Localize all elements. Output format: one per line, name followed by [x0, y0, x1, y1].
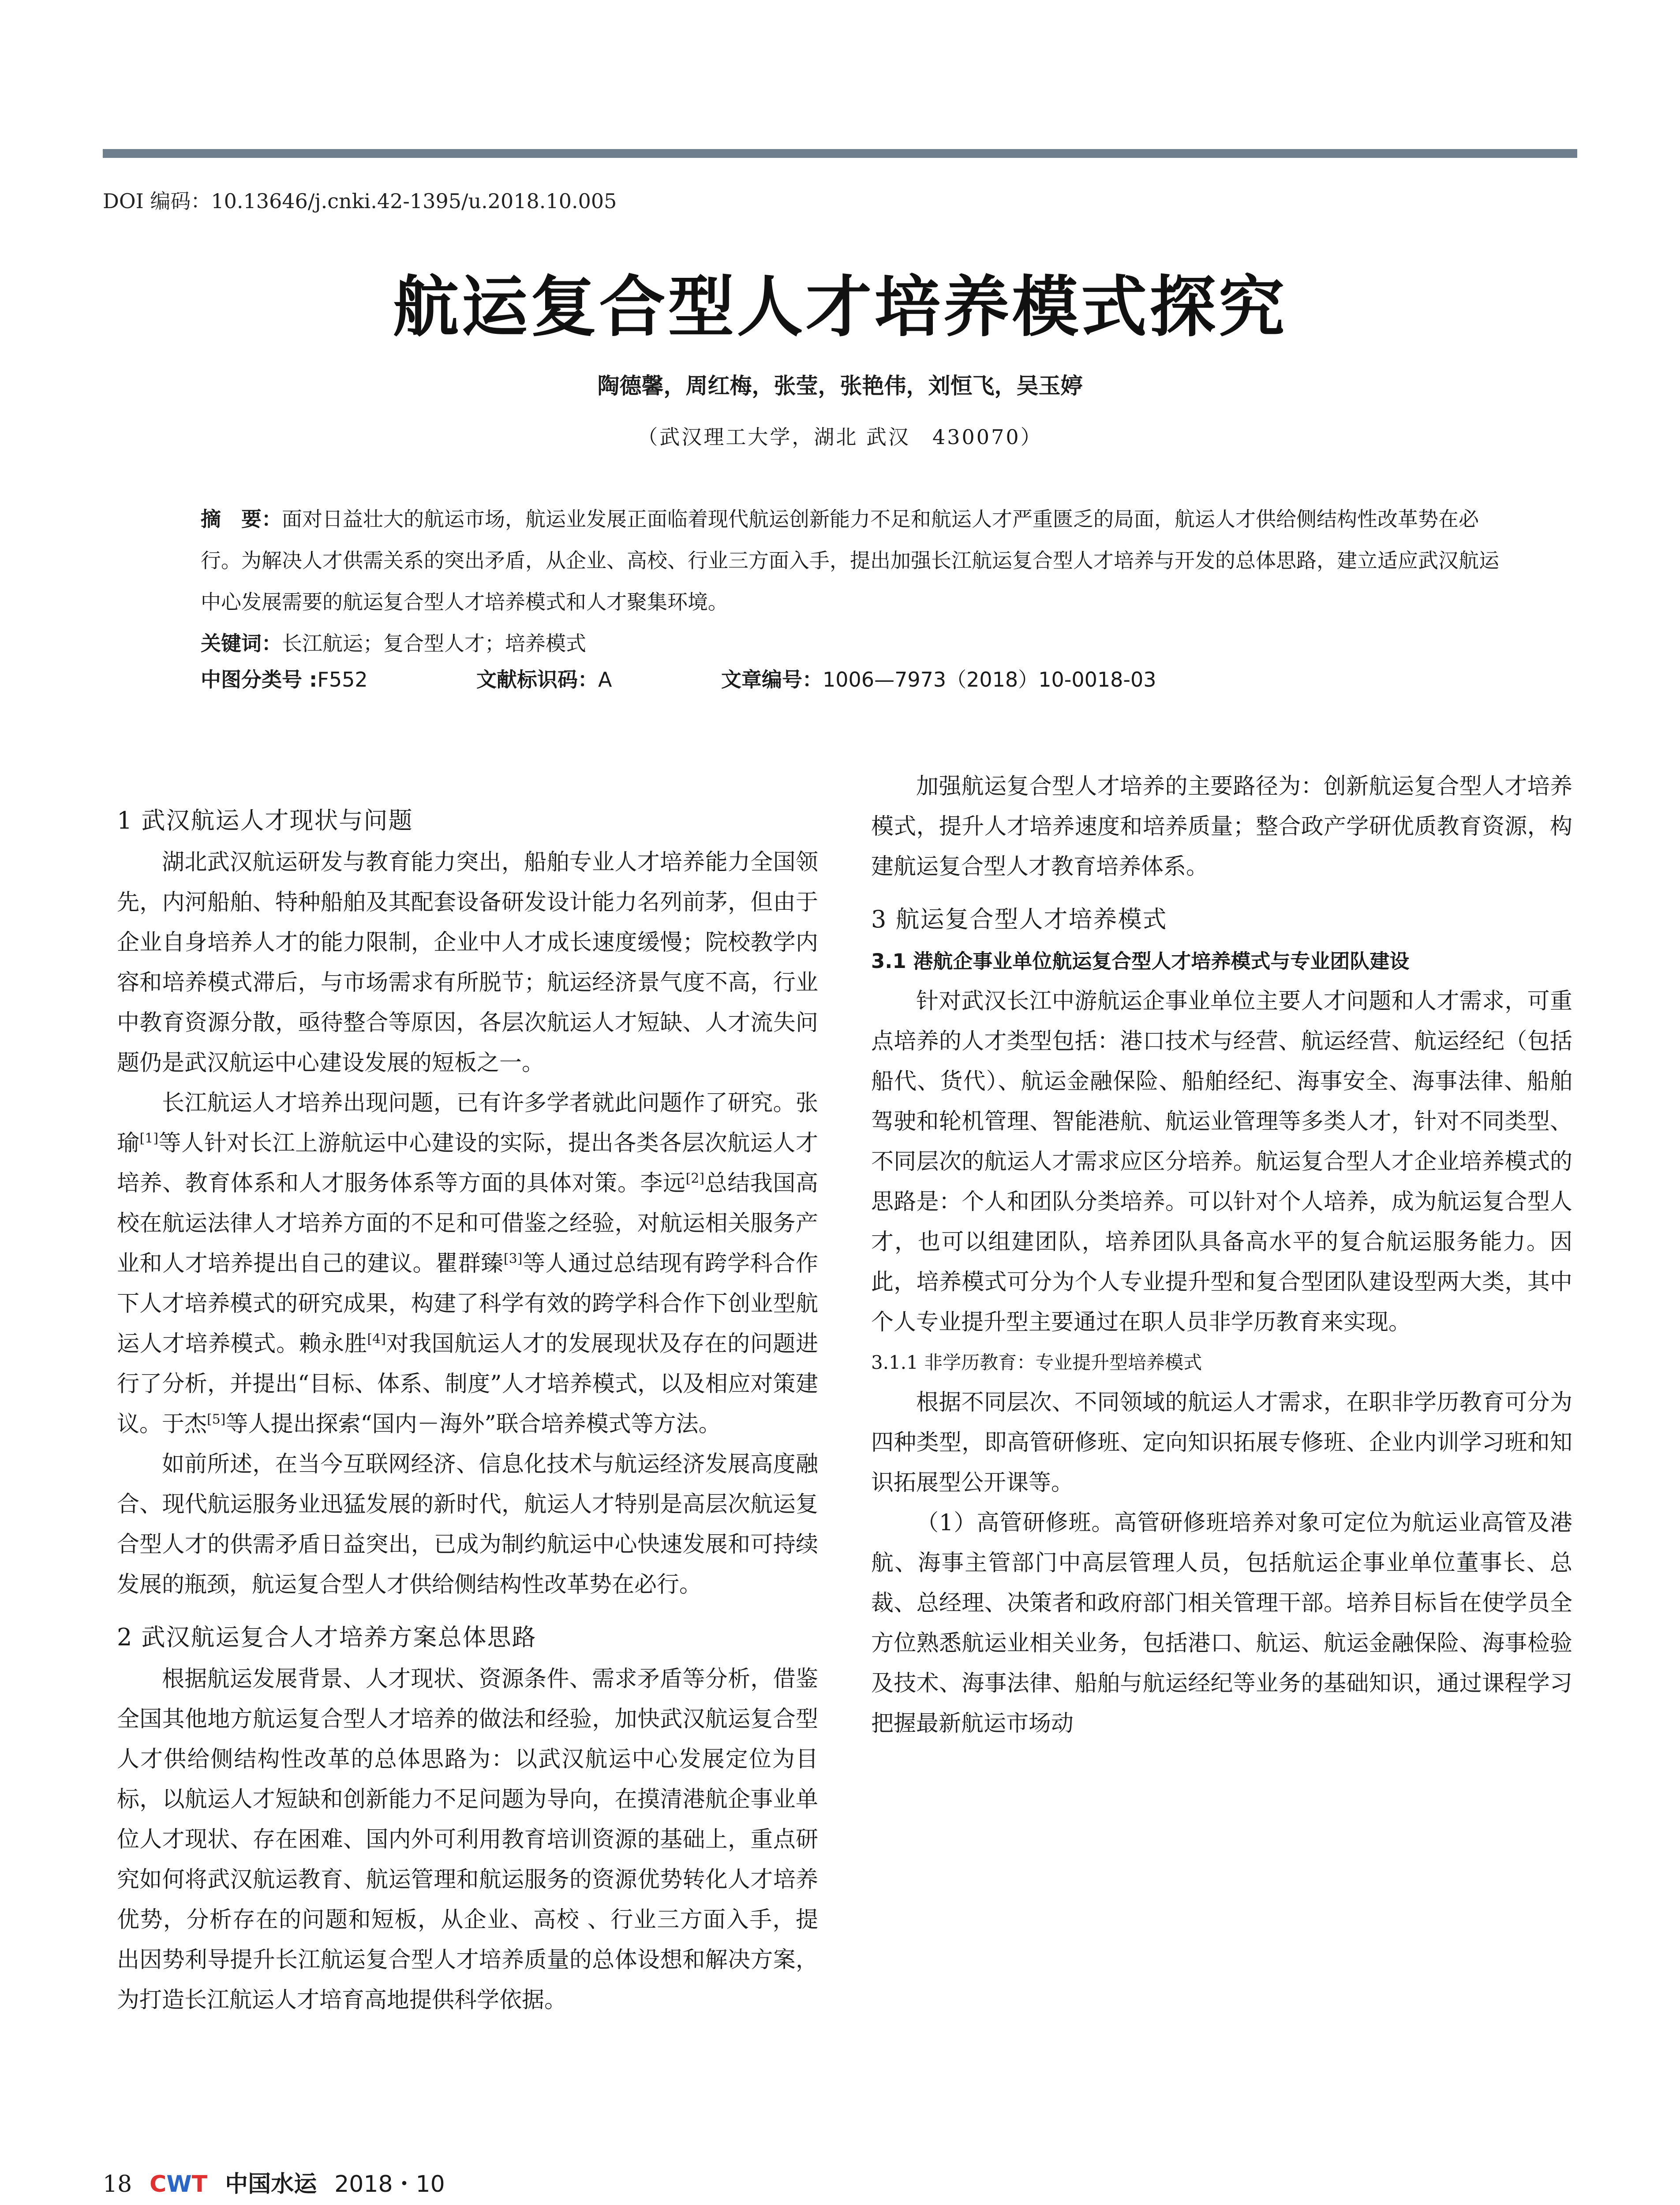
paragraph: （1）高管研修班。高管研修班培养对象可定位为航运业高管及港航、海事主管部门中高层管理人员，包括航运企事业单位董事长、总裁、总经理、决策者和政府部门相关管理干部。培养目标旨在使学员全方位熟悉航运业相关业务，包括港口、航运、航运金融保险、海事检验及技术、海事法律、船舶与航运经纪等业务的基础知识，通过课程学习把握最新航运市场动 [871, 1510, 1572, 1737]
text-run: 等人提出探索“国内－海外”联合培养模式等方法。 [225, 1411, 721, 1437]
logo-letter: T [191, 2171, 208, 2198]
paragraph: 针对武汉长江中游航运企事业单位主要人才问题和人才需求，可重点培养的人才类型包括：港口技术与经营、航运经营、航运经纪（包括船代、货代）、航运金融保险、船舶经纪、海事安全、海事法律、船舶驾驶和轮机管理、智能港航、航运业管理等多类人才，针对不同类型、不同层次的航运人才需求应区分培养。航运复合型人才企业培养模式的思路是：个人和团队分类培养。可以针对个人培养，成为航运复合型人才，也可以组建团队，培养团队具备高水平的复合航运服务能力。因此，培养模式可分为个人专业提升型和复合型团队建设型两大类，其中个人专业提升型主要通过在职人员非学历教育来实现。 [871, 988, 1572, 1335]
issue-number: 2018・10 [334, 2171, 445, 2198]
citation: [2] [685, 1171, 705, 1186]
logo-letter: C [150, 2171, 167, 2198]
section-heading-3: 3 航运复合型人才培养模式 [871, 905, 1167, 933]
abstract [201, 498, 1502, 623]
text-run: 长江航运人才培养出现问题，已有许多学者就此问题作了研究。张瑜 [117, 1090, 818, 1156]
section-heading-1: 1 武汉航运人才现状与问题 [117, 807, 413, 834]
text-run: 等人针对长江上游航运中心建设的实际，提出各类各层次航运人才培养、教育体系和人才服务体系等方面的具体对策。李远 [117, 1130, 818, 1196]
citation: [3] [503, 1251, 523, 1267]
doc-code-label: 文献标识码： [476, 668, 598, 691]
article-number-value: 1006—7973（2018）10-0018-03 [823, 668, 1156, 691]
section-heading-2: 2 武汉航运复合人才培养方案总体思路 [117, 1623, 537, 1651]
text-run: 等人通过总结现有跨学科合作下人才培养模式的研究成果，构建了科学有效的跨学科合作下创业型航运人才培养模式。赖永胜 [117, 1251, 818, 1357]
text-run: 对我国航运人才的发展现状及存在的问题进行了分析，并提出“目标、体系、制度”人才培养模式，以及相应对策建议。于杰 [117, 1331, 818, 1437]
citation: [5] [207, 1412, 226, 1427]
citation: [1] [139, 1131, 159, 1146]
doc-code-value: A [598, 668, 612, 691]
doi-line: DOI 编码：10.13646/j.cnki.42-1395/u.2018.10.005 [103, 189, 617, 213]
magazine-name: 中国水运 [225, 2171, 317, 2198]
article-number [721, 664, 1156, 693]
citation: [4] [367, 1331, 386, 1347]
paragraph [117, 1083, 818, 1444]
affiliation: （武汉理工大学，湖北 武汉 430070） [637, 425, 1043, 449]
clc-number [201, 664, 368, 693]
right-column [871, 766, 1572, 1744]
text-run: 总结我国高校在航运法律人才培养方面的不足和可借鉴之经验，对航运相关服务产业和人才培养提出自己的建议。瞿群臻 [117, 1170, 818, 1277]
doc-code [476, 664, 612, 693]
subsection-heading-3-1: 3.1 港航企事业单位航运复合型人才培养模式与专业团队建设 [871, 949, 1410, 973]
left-column [117, 800, 818, 2020]
paragraph: 如前所述，在当今互联网经济、信息化技术与航运经济发展高度融合、现代航运服务业迅猛发展的新时代，航运人才特别是高层次航运复合型人才的供需矛盾日益突出，已成为制约航运中心快速发展和可持续发展的瓶颈，航运复合型人才供给侧结构性改革势在必行。 [117, 1451, 818, 1598]
paragraph: 根据不同层次、不同领域的航运人才需求，在职非学历教育可分为四种类型，即高管研修班、定向知识拓展专修班、企业内训学习班和知识拓展型公开课等。 [871, 1390, 1572, 1496]
abstract-text: 面对日益壮大的航运市场，航运业发展正面临着现代航运创新能力不足和航运人才严重匮乏的局面，航运人才供给侧结构性改革势在必行。为解决人才供需关系的突出矛盾，从企业、高校、行业三方面入手，提出加强长江航运复合型人才培养与开发的总体思路，建立适应武汉航运中心发展需要的航运复合型人才培养模式和人才聚集环境。 [201, 507, 1499, 614]
clc-label: 中图分类号 : [201, 668, 318, 691]
page-footer [103, 2165, 445, 2198]
paragraph: 根据航运发展背景、人才现状、资源条件、需求矛盾等分析，借鉴全国其他地方航运复合型人才培养的做法和经验，加快武汉航运复合型人才供给侧结构性改革的总体思路为：以武汉航运中心发展定位为目标，以航运人才短缺和创新能力不足问题为导向，在摸清港航企事业单位人才现状、存在困难、国内外可利用教育培训资源的基础上，重点研究如何将武汉航运教育、航运管理和航运服务的资源优势转化人才培养优势，分析存在的问题和短板，从企业、高校 、行业三方面入手，提出因势利导提升长江航运复合型人才培养质量的总体设想和解决方案，为打造长江航运人才培育高地提供科学依据。 [117, 1666, 818, 2013]
cwt-logo [150, 2171, 207, 2198]
keywords-text: 长江航运；复合型人才；培养模式 [282, 632, 586, 655]
article-title: 航运复合型人才培养模式探究 [393, 268, 1287, 346]
page-number: 18 [103, 2171, 132, 2198]
author-list: 陶德馨，周红梅，张莹，张艳伟，刘恒飞，吴玉婷 [597, 373, 1083, 399]
clc-value: F552 [317, 668, 368, 691]
article-number-label: 文章编号： [721, 668, 823, 691]
paragraph: 加强航运复合型人才培养的主要路径为：创新航运复合型人才培养模式，提升人才培养速度和培养质量；整合政产学研优质教育资源，构建航运复合型人才教育培养体系。 [871, 774, 1572, 880]
keywords-label: 关键词： [201, 632, 282, 655]
logo-letter: W [166, 2171, 192, 2198]
subsubsection-heading-3-1-1: 3.1.1 非学历教育：专业提升型培养模式 [871, 1352, 1202, 1373]
abstract-block [201, 498, 1502, 664]
paragraph: 湖北武汉航运研发与教育能力突出，船舶专业人才培养能力全国领先，内河船舶、特种船舶及其配套设备研发设计能力名列前茅，但由于企业自身培养人才的能力限制，企业中人才成长速度缓慢；院校教学内容和培养模式滞后，与市场需求有所脱节；航运经济景气度不高，行业中教育资源分散，亟待整合等原因，各层次航运人才短缺、人才流失问题仍是武汉航运中心建设发展的短板之一。 [117, 849, 818, 1076]
keywords [201, 623, 1502, 664]
abstract-label: 摘 要： [201, 507, 282, 531]
header-rule [103, 149, 1577, 158]
